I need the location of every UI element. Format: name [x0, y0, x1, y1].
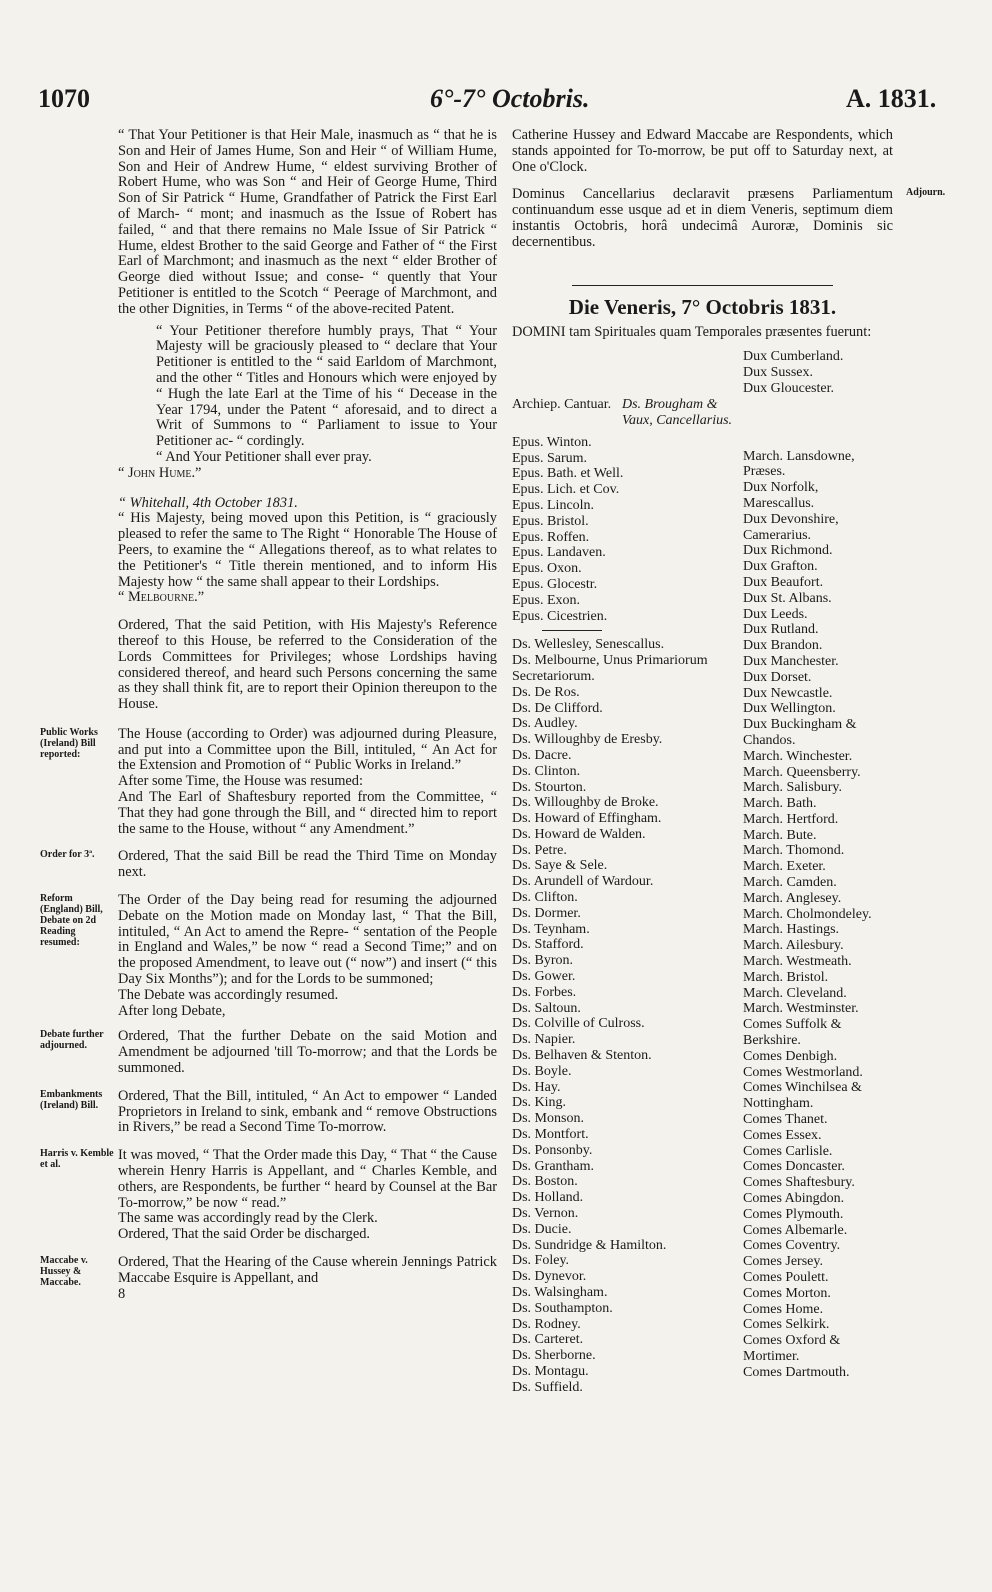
baron-entry: Ds. Arundell of Wardour.	[512, 874, 654, 890]
baron-entry: Ds. Howard de Walden.	[512, 826, 646, 842]
baron-entry: Ds. Clinton.	[512, 763, 581, 779]
baron-entry: Ds. Monson.	[512, 1111, 584, 1127]
baron-entry: Ds. Forbes.	[512, 984, 577, 1000]
peers-list	[743, 449, 893, 1381]
page-number: 1070	[38, 84, 90, 113]
baron-entry: Ds. Audley.	[512, 716, 578, 732]
baron-entry: Ds. Melbourne, Unus Primariorum Secretariorum.	[512, 653, 708, 684]
peer-entry: Comes Essex.	[743, 1127, 822, 1143]
debate-adjourned-entry	[40, 1028, 497, 1077]
right-column	[512, 127, 946, 1396]
whitehall-line: “ Whitehall, 4th October 1831.	[118, 494, 298, 511]
peer-entry: March. Camden.	[743, 875, 837, 891]
baron-entry: Ds. Southampton.	[512, 1300, 613, 1316]
baron-entry: Ds. Rodney.	[512, 1316, 581, 1332]
peer-entry: Dux Leeds.	[743, 606, 808, 622]
peer-entry: Comes Denbigh.	[743, 1048, 838, 1064]
harris-entry	[40, 1147, 497, 1243]
peer-entry: March. Westmeath.	[743, 954, 852, 970]
peer-entry: Dux Brandon.	[743, 638, 823, 654]
margin-note-order-3: Order for 3ª.	[40, 849, 95, 861]
peer-entry: Dux Newcastle.	[743, 685, 833, 701]
left-lords-column	[512, 349, 742, 1395]
majesty-paragraph: “ His Majesty, being moved upon this Petition, is “ graciously pleased to refer the same to The Right “ Honorable The House of Peers, to examine the “ Allegations thereof, as to what relates to the Petitioner's “ Title therein mentioned, and to inform His Majesty how “ the same shall appear to their Lordships.	[118, 510, 497, 590]
present-lords: DOMINI tam Spirituales quam Temporales præsentes fuerunt:	[512, 324, 872, 341]
maccabe-text: Ordered, That the Hearing of the Cause wherein Jennings Patrick Maccabe Esquire is Appellant, and	[118, 1254, 497, 1286]
peer-entry: Comes Doncaster.	[743, 1159, 845, 1175]
bishop-entry: Epus. Glocestr.	[512, 576, 598, 592]
baron-entry: Ds. Foley.	[512, 1253, 570, 1269]
margin-note-adjourn: Adjourn.	[906, 187, 946, 199]
margin-note-maccabe: Maccabe v. Hussey & Maccabe.	[40, 1255, 88, 1288]
baron-entry: Ds. Dacre.	[512, 747, 572, 763]
peer-entry: March. Lansdowne, Præses.	[743, 448, 855, 480]
peer-entry: Dux Dorset.	[743, 669, 812, 685]
peer-entry: Comes Abingdon.	[743, 1191, 845, 1207]
baron-entry: Ds. Petre.	[512, 842, 567, 858]
peer-entry: Comes Carlisle.	[743, 1143, 833, 1159]
peer-entry: Comes Suffolk & Berkshire.	[743, 1017, 842, 1049]
royal-duke-entry: Dux Cumberland.	[743, 349, 844, 365]
peer-entry: March. Cleveland.	[743, 985, 847, 1001]
peer-entry: March. Bristol.	[743, 969, 829, 985]
royal-duke-entry: Dux Gloucester.	[743, 380, 834, 396]
baron-entry: Ds. Holland.	[512, 1190, 584, 1206]
after-long-debate: After long Debate,	[118, 1002, 226, 1019]
adjourn-entry	[512, 186, 946, 250]
left-column	[40, 127, 497, 1302]
peer-entry: Comes Morton.	[743, 1285, 831, 1301]
bishop-entry: Epus. Bath. et Well.	[512, 466, 624, 482]
baron-entry: Ds. Ducie.	[512, 1221, 572, 1237]
baron-entry: Ds. Carteret.	[512, 1332, 584, 1348]
baron-entry: Ds. Dynevor.	[512, 1269, 587, 1285]
bishop-entry: Epus. Winton.	[512, 434, 592, 450]
baron-entry: Ds. Gower.	[512, 969, 576, 985]
embankments-text: Ordered, That the Bill, intituled, “ An Act to empower “ Landed Proprietors in Ireland to sink, embank and “ remove Obstructions in Rivers,” be read a Second Time To-morrow.	[118, 1087, 497, 1136]
baron-entry: Ds. Sherborne.	[512, 1348, 596, 1364]
royal-dukes-list	[743, 349, 893, 396]
shaftesbury-report: And The Earl of Shaftesbury reported from the Committee, “ That they had gone through the Bill, and “ directed him to report the same to the House, without “ any Amendment.”	[118, 789, 497, 837]
peer-entry: Dux Norfolk, Marescallus.	[743, 480, 819, 511]
peer-entry: March. Queensberry.	[743, 764, 861, 780]
lords-present-list	[512, 349, 893, 1395]
peer-entry: Comes Westmorland.	[743, 1064, 863, 1080]
peer-entry: March. Winchester.	[743, 748, 853, 764]
peer-entry: March. Hastings.	[743, 922, 840, 938]
barons-list	[512, 637, 742, 1395]
margin-note-embankments: Embankments (Ireland) Bill.	[40, 1088, 103, 1111]
peer-entry: Comes Coventry.	[743, 1238, 841, 1254]
embankments-entry	[40, 1087, 497, 1136]
adjourn-text: Dominus Cancellarius declaravit præsens Parliamentum continuandum esse usque ad et in diem Veneris, septimum diem instantis Octobris, horâ undecimâ Auroræ, Dominis sic decernentibus.	[512, 186, 893, 250]
baron-entry: Ds. Sundridge & Hamilton.	[512, 1237, 667, 1253]
baron-entry: Ds. Byron.	[512, 953, 574, 969]
baron-entry: Ds. Suffield.	[512, 1379, 583, 1395]
baron-entry: Ds. Belhaven & Stenton.	[512, 1048, 652, 1064]
order-third-reading	[40, 848, 497, 881]
archbishop: Archiep. Cantuar.	[512, 397, 612, 413]
page-date: 6°-7° Octobris.	[430, 84, 590, 113]
peer-entry: Comes Plymouth.	[743, 1206, 844, 1222]
sheet-signature: 8	[118, 1285, 126, 1302]
reform-text: The Order of the Day being read for resuming the adjourned Debate on the Motion made on Monday last, “ That the Bill, intituled, “ An Act to amend the Repre- “ sentation of the People in England and Wales,” be now “ read a Second Time;” and on the proposed Amendment, to leave out (“ now”) and insert (“ this Day Six Months”); and for the Lords to be summoned;	[118, 892, 497, 988]
bishop-entry: Epus. Exon.	[512, 592, 581, 608]
page-year: A. 1831.	[846, 84, 937, 113]
baron-entry: Ds. Grantham.	[512, 1158, 595, 1174]
baron-entry: Ds. Willoughby de Broke.	[512, 795, 659, 811]
baron-entry: Ds. Clifton.	[512, 890, 578, 906]
baron-entry: Ds. Wellesley, Senescallus.	[512, 637, 665, 653]
baron-entry: Ds. Teynham.	[512, 921, 590, 937]
peer-entry: Comes Oxford & Mortimer.	[743, 1333, 841, 1364]
peer-entry: Comes Albemarle.	[743, 1222, 848, 1238]
petition-paragraph: “ That Your Petitioner is that Heir Male, inasmuch as “ that he is Son and Heir of James Hume, Son and Heir “ of William Hume, Son and Heir of Andrew Hume, “ eldest surviving Brother of Robert Hume, who was Son “ and Heir of George Hume, Third Son of Sir Patrick “ Hume, Grandfather of Patrick the First Earl of March- “ mont; and inasmuch as the Issue of Robert has failed, “ and that there remains no Male Issue of Sir Patrick “ Hume, eldest Brother to the said George and Father of “ the First Earl of Marchmont; and inasmuch as the next “ elder Brother of George died without Issue; and conse- “ quently that Your Petitioner is entitled to the Scotch “ Peerage of Marchmont, and the other Dignities, in Terms “ of the above-recited Patent.	[118, 127, 497, 317]
peer-entry: Dux Rutland.	[743, 622, 819, 638]
peer-entry: Comes Poulett.	[743, 1270, 829, 1285]
royal-duke-entry: Dux Sussex.	[743, 364, 814, 380]
peer-entry: Dux Grafton.	[743, 559, 818, 575]
bishop-entry: Epus. Oxon.	[512, 561, 582, 577]
peer-entry: March. Bute.	[743, 827, 817, 843]
reform-bill-entry	[40, 892, 497, 1019]
bishop-entry: Epus. Lich. et Cov.	[512, 482, 620, 498]
baron-entry: Ds. Stafford.	[512, 937, 584, 953]
peer-entry: March. Anglesey.	[743, 890, 842, 906]
peer-entry: Comes Winchilsea & Nottingham.	[743, 1080, 862, 1112]
baron-entry: Ds. Vernon.	[512, 1206, 579, 1222]
public-works-entry	[40, 725, 497, 838]
maccabe-continued: Catherine Hussey and Edward Maccabe are Respondents, which stands appointed for To-morrow, be put off to Saturday next, at One o'Clock.	[512, 127, 893, 175]
prayer-end: “ And Your Petitioner shall ever pray.	[156, 448, 372, 465]
peer-entry: March. Salisbury.	[743, 780, 843, 796]
bishop-entry: Epus. Bristol.	[512, 513, 589, 529]
baron-entry: Ds. Napier.	[512, 1032, 576, 1048]
margin-note-public-works: Public Works (Ireland) Bill reported:	[40, 726, 98, 760]
baron-entry: Ds. King.	[512, 1095, 567, 1111]
baron-entry: Ds. Montagu.	[512, 1363, 589, 1379]
lord-chancellor: Ds. Brougham & Vaux, Cancellarius.	[622, 397, 733, 428]
baron-entry: Ds. Boyle.	[512, 1063, 572, 1079]
section-rule	[572, 285, 833, 286]
baron-entry: Ds. Hay.	[512, 1079, 561, 1095]
baron-entry: Ds. Dormer.	[512, 905, 581, 921]
maccabe-entry	[40, 1254, 497, 1302]
debate-resumed: The Debate was accordingly resumed.	[118, 986, 339, 1003]
harris-text: It was moved, “ That the Order made this Day, “ That “ the Cause wherein Henry Harris is Appellant, and “ Charles Kemble, and others, are Respondents, be further “ heard by Counsel at the Bar To-morrow,” be now “ read.”	[118, 1147, 497, 1211]
peer-entry: March. Westminster.	[743, 1001, 859, 1017]
baron-entry: Ds. Howard of Effingham.	[512, 811, 662, 827]
signature-melbourne: “ Melbourne.”	[118, 589, 205, 606]
baron-entry: Ds. Saltoun.	[512, 1000, 581, 1016]
baron-entry: Ds. Montfort.	[512, 1127, 589, 1143]
day-title: Die Veneris, 7° Octobris 1831.	[568, 294, 837, 319]
peer-entry: Dux Buckingham & Chandos.	[743, 717, 857, 748]
clerk-read: The same was accordingly read by the Clerk.	[118, 1210, 378, 1227]
peer-entry: March. Cholmondeley.	[743, 906, 872, 922]
house-resumed: After some Time, the House was resumed:	[118, 773, 364, 790]
peer-entry: Comes Home.	[743, 1301, 824, 1317]
baron-entry: Ds. Ponsonby.	[512, 1142, 593, 1158]
peer-entry: Dux Manchester.	[743, 653, 839, 669]
peer-entry: Dux St. Albans.	[743, 590, 832, 606]
margin-note-harris: Harris v. Kemble et al.	[40, 1148, 114, 1171]
bishops-rule	[542, 630, 602, 631]
peer-entry: Dux Wellington.	[743, 701, 836, 717]
baron-entry: Ds. Willoughby de Eresby.	[512, 732, 663, 748]
peer-entry: Dux Devonshire, Camerarius.	[743, 511, 839, 543]
bishop-entry: Epus. Landaven.	[512, 545, 606, 561]
ordered-reference: Ordered, That the said Petition, with His Majesty's Reference thereof to this House, be referred to the Consideration of the Lords Committees for Privileges; whose Lordships having considered thereof, and heard such Persons concerning the same as they shall think fit, are to report their Opinion thereupon to the House.	[118, 617, 497, 713]
baron-entry: Ds. Colville of Culross.	[512, 1016, 645, 1032]
margin-note-debate: Debate further adjourned.	[40, 1029, 104, 1052]
right-lords-column	[743, 349, 893, 1395]
prayer-paragraph: “ Your Petitioner therefore humbly prays, That “ Your Majesty will be graciously pleased to “ declare that Your Petitioner is entitled to the “ said Earldom of Marchmont, and the other “ Titles and Honours which were enjoyed by “ Hugh the late Earl at the Time of his “ Decease in the Year 1794, under the Patent “ aforesaid, and to direct a Writ of Summons to “ Parliament to issue to Your Petitioner ac- “ cordingly.	[156, 322, 497, 450]
peer-entry: March. Ailesbury.	[743, 938, 844, 954]
order-discharged: Ordered, That the said Order be discharged.	[118, 1226, 371, 1243]
baron-entry: Ds. De Clifford.	[512, 700, 603, 716]
baron-entry: Ds. Boston.	[512, 1174, 578, 1190]
peer-entry: March. Bath.	[743, 796, 817, 812]
bishops-list	[512, 435, 742, 625]
peer-entry: March. Exeter.	[743, 859, 826, 875]
peer-entry: Dux Richmond.	[743, 543, 833, 559]
bishop-entry: Epus. Cicestrien.	[512, 608, 608, 624]
order-third-text: Ordered, That the said Bill be read the Third Time on Monday next.	[118, 848, 497, 881]
bishop-entry: Epus. Lincoln.	[512, 497, 595, 513]
public-works-text: The House (according to Order) was adjourned during Pleasure, and put into a Committee upon the Bill, intituled, “ An Act for the Extension and Promotion of “ Public Works in Ireland.”	[118, 725, 497, 774]
baron-entry: Ds. Saye & Sele.	[512, 858, 608, 874]
peer-entry: Comes Jersey.	[743, 1254, 823, 1270]
margin-note-reform: Reform (England) Bill, Debate on 2d Reading resumed:	[40, 893, 103, 949]
peer-entry: Comes Thanet.	[743, 1112, 828, 1128]
peer-entry: Dux Beaufort.	[743, 574, 824, 590]
peer-entry: Comes Dartmouth.	[743, 1364, 850, 1380]
baron-entry: Ds. De Ros.	[512, 684, 580, 700]
baron-entry: Ds. Walsingham.	[512, 1285, 608, 1300]
bishop-entry: Epus. Sarum.	[512, 450, 588, 466]
peer-entry: March. Thomond.	[743, 843, 845, 859]
baron-entry: Ds. Stourton.	[512, 779, 587, 795]
bishop-entry: Epus. Roffen.	[512, 529, 590, 545]
peer-entry: Comes Shaftesbury.	[743, 1175, 855, 1191]
signature-hume: “ John Hume.”	[118, 464, 202, 481]
peer-entry: March. Hertford.	[743, 811, 839, 827]
debate-adjourned-text: Ordered, That the further Debate on the said Motion and Amendment be adjourned 'till To-morrow; and that the Lords be summoned.	[118, 1028, 497, 1077]
peer-entry: Comes Selkirk.	[743, 1317, 830, 1333]
